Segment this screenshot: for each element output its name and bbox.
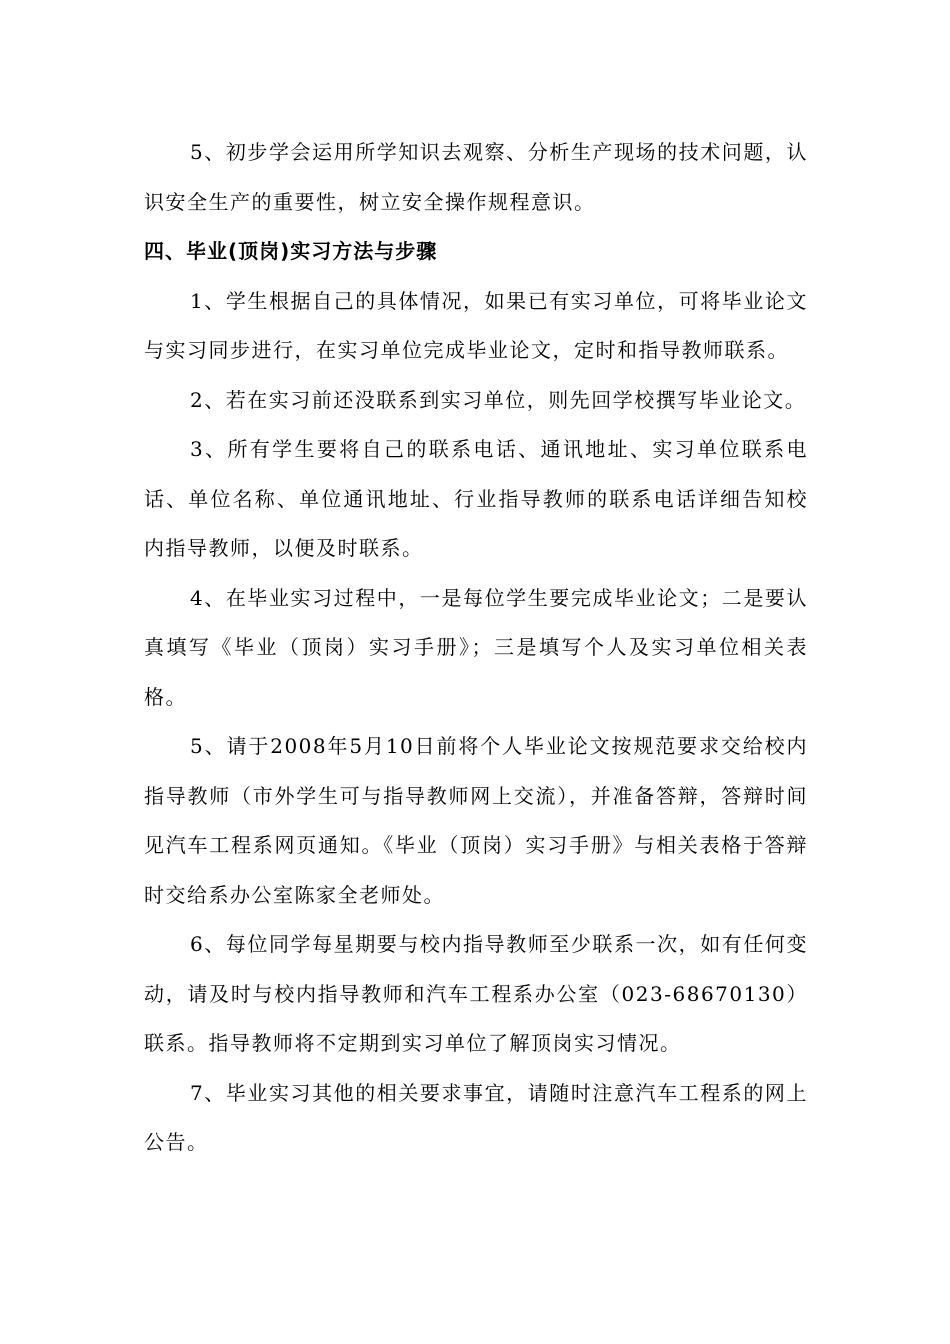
paragraph-step-1: 1、学生根据自己的具体情况，如果已有实习单位，可将毕业论文与实习同步进行，在实习单位完成毕业论文，定时和指导教师联系。 — [144, 288, 808, 362]
paragraph-step-6: 6、每位同学每星期要与校内指导教师至少联系一次，如有任何变动，请及时与校内指导教师和汽车工程系办公室（023-68670130）联系。指导教师将不定期到实习单位了解顶岗实习情况。 — [144, 932, 808, 1055]
document-page — [144, 128, 808, 1168]
paragraph-step-7: 7、毕业实习其他的相关要求事宜，请随时注意汽车工程系的网上公告。 — [144, 1080, 808, 1154]
paragraph-goal-5: 5、初步学会运用所学知识去观察、分析生产现场的技术问题，认识安全生产的重要性，树立安全操作规程意识。 — [144, 140, 808, 214]
paragraph-step-2: 2、若在实习前还没联系到实习单位，则先回学校撰写毕业论文。 — [190, 387, 807, 412]
section-heading: 四、毕业(顶岗)实习方法与步骤 — [144, 239, 438, 263]
paragraph-step-4: 4、在毕业实习过程中，一是每位学生要完成毕业论文；二是要认真填写《毕业（顶岗）实习手册》；三是填写个人及实习单位相关表格。 — [144, 585, 808, 709]
paragraph-step-3: 3、所有学生要将自己的联系电话、通讯地址、实习单位联系电话、单位名称、单位通讯地址、行业指导教师的联系电话详细告知校内指导教师，以便及时联系。 — [144, 437, 808, 560]
paragraph-step-5: 5、请于2008年5月10日前将个人毕业论文按规范要求交给校内指导教师（市外学生可与指导教师网上交流），并准备答辩，答辩时间见汽车工程系网页通知。《毕业（顶岗）实习手册》与相关表格于答辩时交给系办公室陈家全老师处。 — [144, 734, 808, 907]
